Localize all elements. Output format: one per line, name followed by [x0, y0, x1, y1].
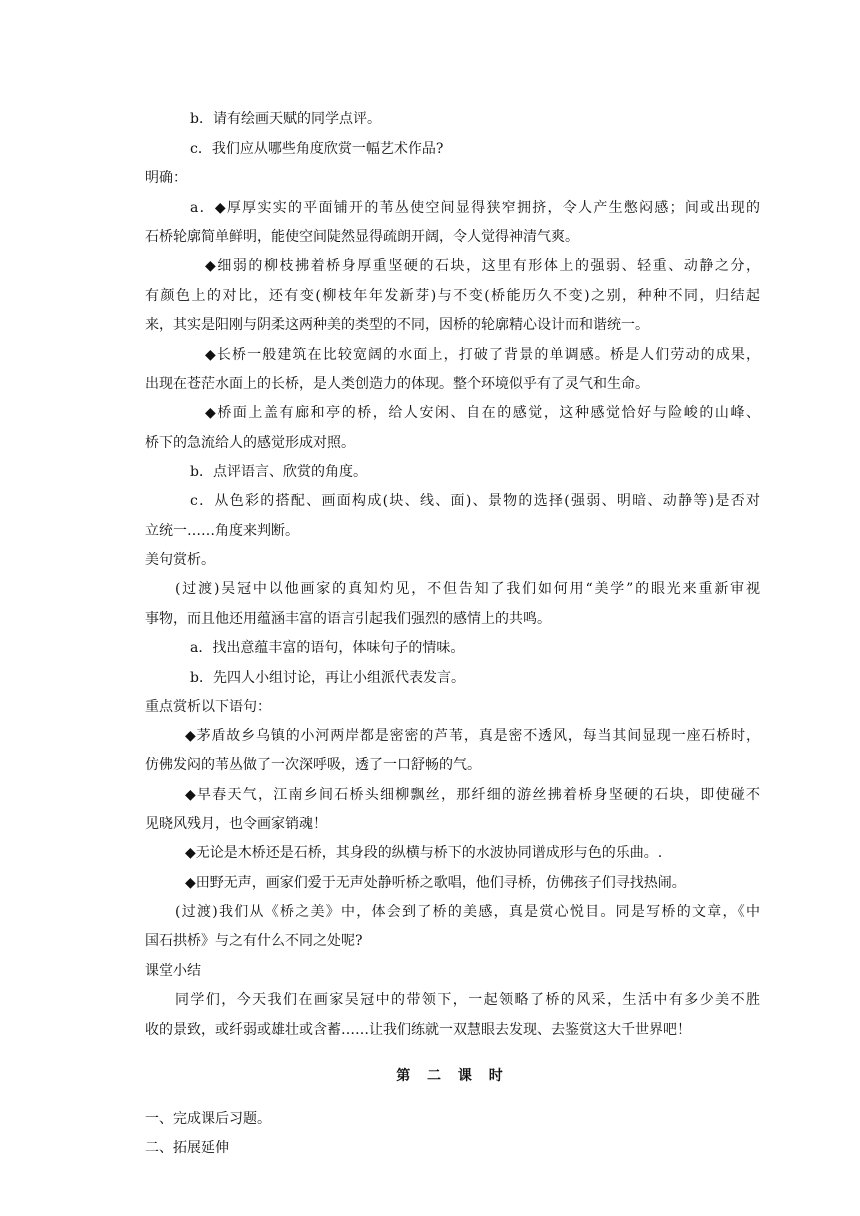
text-line: 一、完成课后习题。 [145, 1111, 271, 1127]
text-line: ◆细弱的柳枝拂着桥身厚重坚硬的石块，这里有形体上的强弱、轻重、动静之分， [205, 258, 760, 274]
text-line: ◆无论是木桥还是石桥，其身段的纵横与桥下的水波协同谱成形与色的乐曲。. [185, 845, 663, 861]
text-line: c．从色彩的搭配、画面构成(块、线、面)、景物的选择(强弱、明暗、动静等)是否对 [190, 493, 760, 509]
section-heading: 第 二 课 时 [396, 1068, 509, 1084]
text-line: 石桥轮廓简单鲜明，能使空间陡然显得疏朗开阔，令人觉得神清气爽。 [145, 229, 579, 245]
text-line: 收的景致，或纤弱或雄壮或含蓄……让我们练就一双慧眼去发现、去鉴赏这大千世界吧！ [145, 1022, 691, 1038]
text-line: 来，其实是阳刚与阴柔这两种美的类型的不同，因桥的轮廓精心设计而和谐统一。 [145, 317, 649, 333]
text-line: a．找出意蕴丰富的语句，体味句子的情味。 [190, 640, 465, 656]
text-line: ◆田野无声，画家们爱于无声处静听桥之歌唱，他们寻桥，仿佛孩子们寻找热闹。 [185, 875, 686, 891]
text-line: 同学们，今天我们在画家吴冠中的带领下，一起领略了桥的风采，生活中有多少美不胜 [175, 992, 760, 1008]
text-line: 事物，而且他还用蕴涵丰富的语言引起我们强烈的感情上的共鸣。 [145, 611, 551, 627]
text-line: (过渡)我们从《桥之美》中，体会到了桥的美感，真是赏心悦目。同是写桥的文章，《中 [175, 904, 760, 920]
text-line: b．点评语言、欣赏的角度。 [190, 464, 367, 480]
text-line: a．◆厚厚实实的平面铺开的苇丛使空间显得狭窄拥挤，令人产生憋闷感；间或出现的 [190, 200, 760, 216]
text-line: b．请有绘画天赋的同学点评。 [190, 111, 381, 127]
text-line: 立统一……角度来判断。 [145, 523, 299, 539]
text-line: c．我们应从哪些角度欣赏一幅艺术作品? [190, 141, 444, 157]
text-line: 二、拓展延伸 [145, 1140, 229, 1156]
text-line: 明确： [145, 170, 187, 186]
text-line: 重点赏析以下语句： [145, 699, 271, 715]
text-line: 桥下的急流给人的感觉形成对照。 [145, 435, 355, 451]
text-line: 出现在苍茫水面上的长桥，是人类创造力的体现。整个环境似乎有了灵气和生命。 [145, 376, 649, 392]
text-line: 见晓风残月，也令画家销魂！ [145, 816, 327, 832]
text-line: 有颜色上的对比，还有变(柳枝年年发新芽)与不变(桥能历久不变)之别，种种不同，归结起 [145, 288, 760, 304]
text-line: ◆长桥一般建筑在比较宽阔的水面上，打破了背景的单调感。桥是人们劳动的成果， [205, 347, 760, 363]
text-line: 仿佛发闷的苇丛做了一次深呼吸，透了一口舒畅的气。 [145, 757, 481, 773]
text-line: 国石拱桥》与之有什么不同之处呢? [145, 933, 363, 949]
text-line: ◆茅盾故乡乌镇的小河两岸都是密密的芦苇，真是密不透风，每当其间显现一座石桥时， [185, 728, 760, 744]
text-line: ◆桥面上盖有廊和亭的桥，给人安闲、自在的感觉，这种感觉恰好与险峻的山峰、 [205, 405, 760, 421]
text-line: ◆早春天气，江南乡间石桥头细柳飘丝，那纤细的游丝拂着桥身坚硬的石块，即使碰不 [185, 787, 760, 803]
text-line: 课堂小结 [145, 963, 201, 979]
text-line: b．先四人小组讨论，再让小组派代表发言。 [190, 670, 465, 686]
text-line: (过渡)吴冠中以他画家的真知灼见，不但告知了我们如何用“美学”的眼光来重新审视 [175, 581, 760, 597]
text-line: 美句赏析。 [145, 552, 215, 568]
